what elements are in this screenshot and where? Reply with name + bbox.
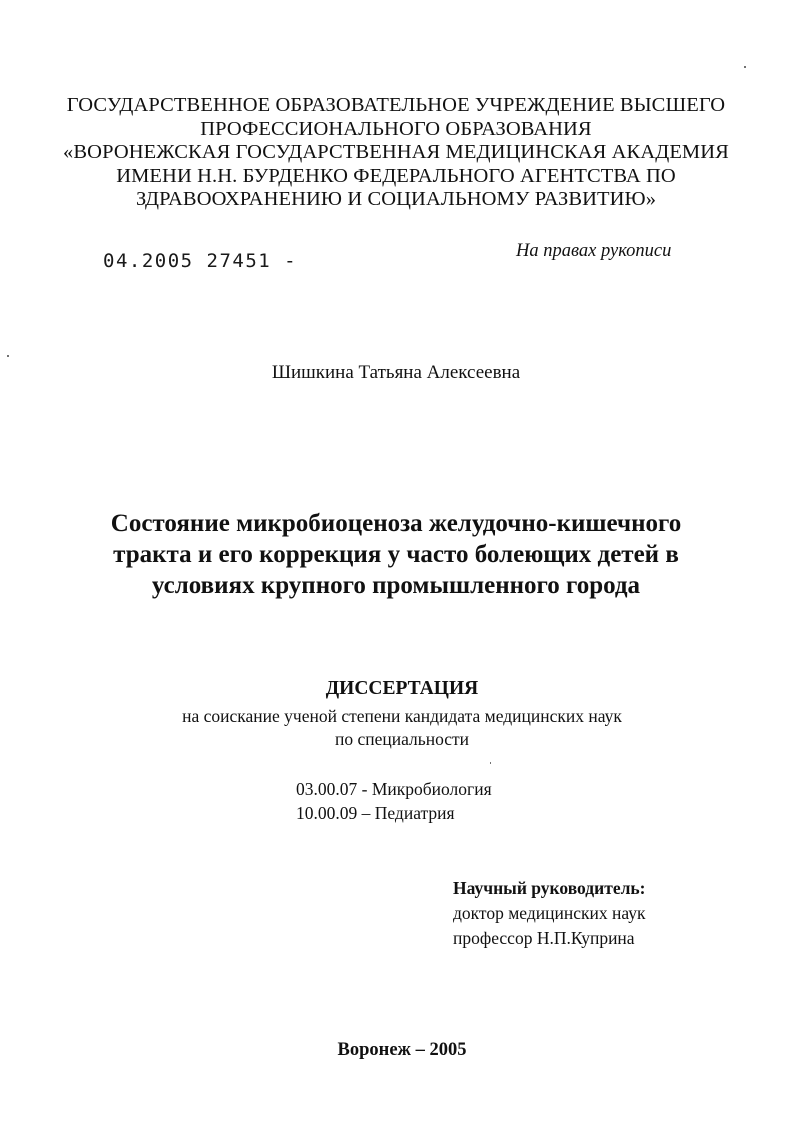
specialties-list (296, 777, 492, 825)
document-type: ДИССЕРТАЦИЯ (325, 678, 479, 699)
supervisor-block (453, 876, 646, 951)
institution-line: «ВОРОНЕЖСКАЯ ГОСУДАРСТВЕННАЯ МЕДИЦИНСКАЯ АКАДЕМИЯ (63, 141, 729, 163)
supervisor-name: профессор Н.П.Куприна (453, 928, 635, 948)
institution-name (60, 94, 732, 212)
rights-note: На правах рукописи (516, 241, 672, 261)
supervisor-degree: доктор медицинских наук (453, 903, 646, 923)
specialty-item: 03.00.07 - Микробиология (296, 779, 492, 799)
supervisor-heading: Научный руководитель: (453, 878, 646, 898)
institution-line: ИМЕНИ Н.Н. БУРДЕНКО ФЕДЕРАЛЬНОГО АГЕНТСТВА ПО (116, 164, 676, 187)
scan-speck (7, 355, 9, 357)
institution-line: ГОСУДАРСТВЕННОЕ ОБРАЗОВАТЕЛЬНОЕ УЧРЕЖДЕНИЕ ВЫСШЕГО (66, 94, 726, 116)
institution-line: ЗДРАВООХРАНЕНИЮ И СОЦИАЛЬНОМУ РАЗВИТИЮ» (135, 188, 657, 210)
dissertation-title (40, 508, 752, 601)
degree-statement (0, 705, 792, 751)
institution-line: ПРОФЕССИОНАЛЬНОГО ОБРАЗОВАНИЯ (200, 117, 592, 140)
place-and-year: Воронеж – 2005 (337, 1040, 467, 1060)
scan-speck (490, 762, 491, 764)
degree-line: по специальности (334, 729, 470, 749)
title-line: условиях крупного промышленного города (151, 572, 641, 599)
registration-number-stamp: 04.2005 27451 - (103, 250, 298, 272)
title-line: Состояние микробиоценоза желудочно-кишечного (110, 510, 682, 537)
degree-line: на соискание ученой степени кандидата медицинских наук (182, 706, 622, 726)
scan-speck (744, 66, 746, 68)
title-line: тракта и его коррекция у часто болеющих детей в (113, 541, 679, 568)
author-name: Шишкина Татьяна Алексеевна (271, 362, 521, 383)
specialty-item: 10.00.09 – Педиатрия (296, 803, 455, 823)
